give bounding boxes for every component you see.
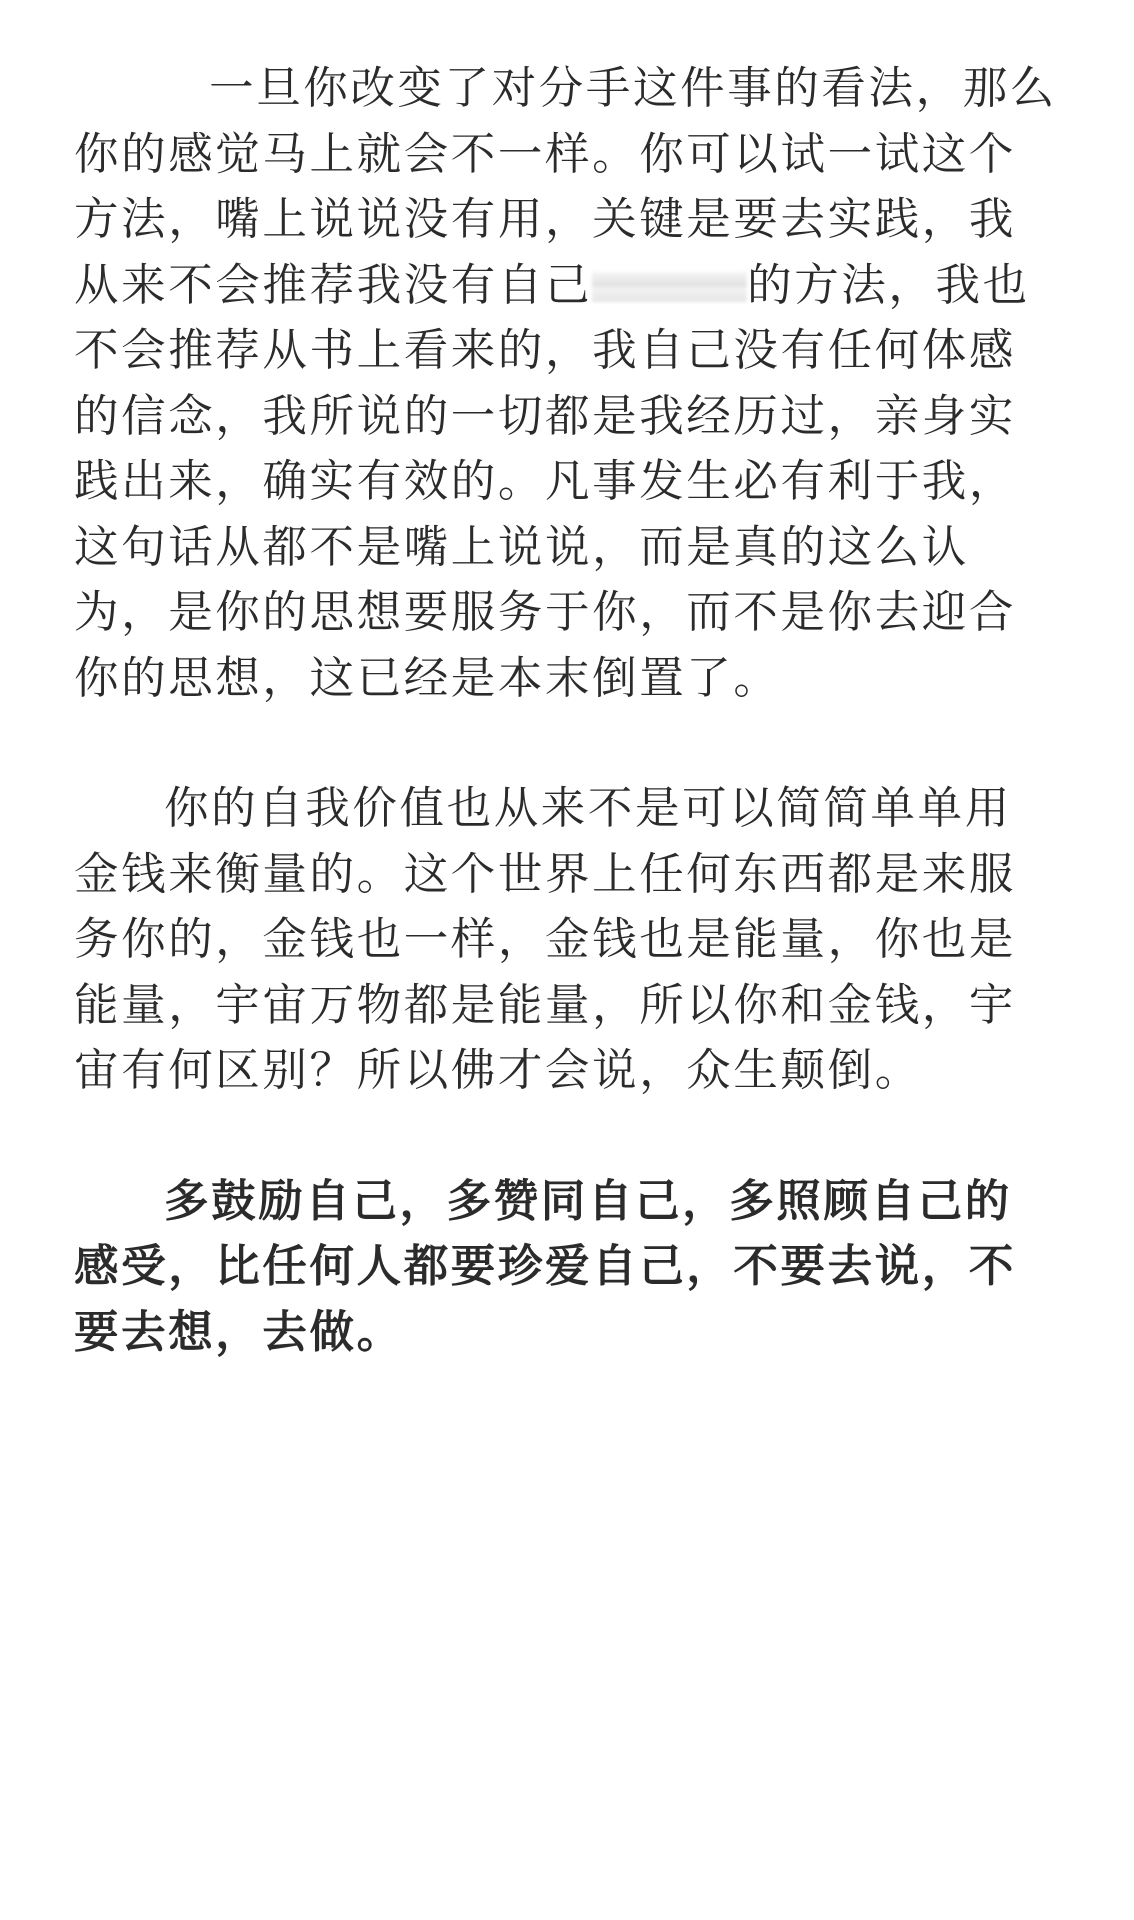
text-line: 践出来，确实有效的。凡事发生必有利于我， [74,456,1017,507]
paragraph-1 [74,56,1057,711]
text-line: 为，是你的思想要服务于你，而不是你去迎合 [74,587,1017,638]
text-line: 感受，比任何人都要珍爱自己，不要去说，不 [74,1241,1017,1292]
text-line: 金钱来衡量的。这个世界上任何东西都是来服 [74,848,1017,900]
article-page [74,56,1057,1365]
redaction-blur [592,272,747,302]
text-line: 这句话从都不是嘴上说说，而是真的这么认 [74,521,969,573]
text-line [74,253,1034,319]
text-line: 不会推荐从书上看来的，我自己没有任何体感 [74,325,1017,376]
paragraph-3-bold [74,1169,1034,1366]
text-line: 要去想，去做。 [74,1306,404,1358]
text-line: 一旦你改变了对分手这件事的看法，那么 [162,63,1057,114]
text-line: 能量，宇宙万物都是能量，所以你和金钱，宇 [74,979,1017,1031]
text-segment: 从来不会推荐我没有自己 [74,259,593,311]
text-line: 多鼓励自己，多赞同自己，多照顾自己的 [164,1175,1012,1227]
text-segment: 的方法，我也 [747,259,1030,311]
text-line: 你的思想，这已经是本末倒置了。 [74,652,781,704]
text-line: 宙有何区别？所以佛才会说，众生颠倒。 [74,1045,922,1096]
text-line: 方法，嘴上说说没有用，关键是要去实践，我 [74,194,1017,245]
paragraph-2 [74,776,1034,1104]
text-line: 你的感觉马上就会不一样。你可以试一试这个 [74,128,1017,180]
text-line: 务你的，金钱也一样，金钱也是能量，你也是 [74,914,1017,965]
text-line: 你的自我价值也从来不是可以简简单单用 [164,783,1012,834]
text-line: 的信念，我所说的一切都是我经历过，亲身实 [74,390,1017,442]
